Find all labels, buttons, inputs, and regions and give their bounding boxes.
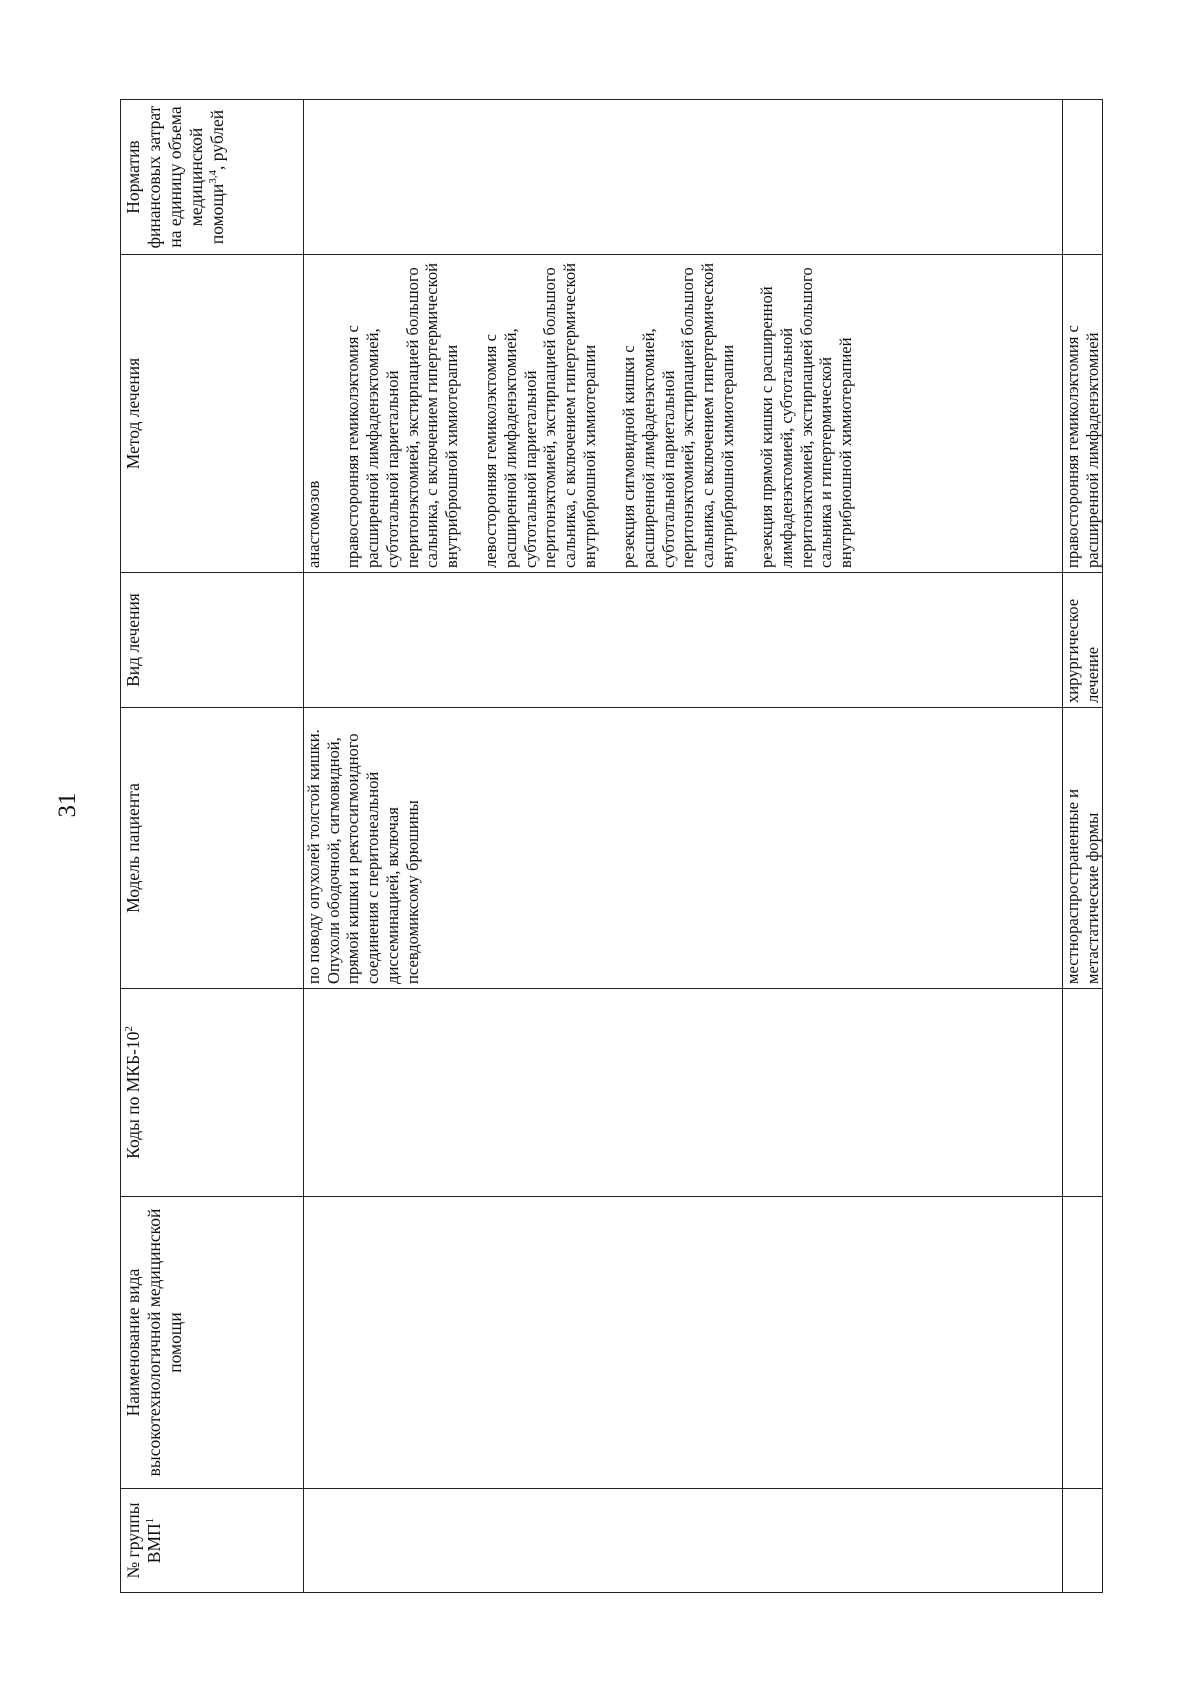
method-item: резекция сигмовидной кишки с расширенной лимфаденэктомией, субтотальной париетальной перитонэктомией, экстирпацией большого сальника, с включением гипертермической внутрибрюшной химиотерапии: [619, 262, 737, 568]
method-item: левосторонняя гемиколэктомия с расширенной лимфаденэктомией, субтотальной париетальной перитонэктомией, экстирпацией большого сальника, с включением гипертермической внутрибрюшной химиотерапии: [481, 262, 599, 568]
rotated-page: [120, 100, 1102, 1593]
page-number: 31: [54, 792, 81, 818]
cell-treatment-type: хирургическое лечение: [1063, 573, 1103, 708]
table-row: [1063, 100, 1103, 1593]
cell-group-no: [1063, 1489, 1103, 1593]
header-treatment-type: Вид лечения: [121, 573, 304, 708]
cell-codes: [1063, 989, 1103, 1197]
cell-norm: [1063, 100, 1103, 255]
method-item: резекция прямой кишки с расширенной лимфаденэктомией, субтотальной перитонэктомией, экстирпацией большого сальника и гипертермической внутрибрюшной химиотерапией: [757, 267, 855, 568]
header-patient-model: Модель пациента: [121, 708, 304, 989]
cell-codes: [304, 989, 1063, 1197]
cell-patient-model: местнораспространенные и метастатические формы: [1063, 708, 1103, 989]
cell-name: [304, 1197, 1063, 1489]
cell-treatment-method: правосторонняя гемиколэктомия с расширенной лимфаденэктомией: [1063, 255, 1103, 573]
header-norm: Норматив финансовых затрат на единицу объема медицинской помощи$^{3,4}$, рублей: [121, 100, 304, 255]
vmp-table: [120, 99, 1103, 1593]
method-item: правосторонняя гемиколэктомия с расширенной лимфаденэктомией, субтотальной париетальной перитонэктомией, экстирпацией большого сальника, с включением гипертермической внутрибрюшной химиотерапии: [343, 262, 461, 568]
cell-patient-model: по поводу опухолей толстой кишки. Опухоли ободочной, сигмовидной, прямой кишки и ректосигмоидного соединения с перитонеальной диссеминацией, включая псевдомиксому брюшины: [304, 708, 1063, 989]
cell-treatment-method: [304, 255, 1063, 573]
table-row: [304, 100, 1063, 1593]
method-item: анастомозов: [304, 480, 323, 568]
header-row: [121, 100, 304, 1593]
header-treatment-method: Метод лечения: [121, 255, 304, 573]
header-name: Наименование вида высокотехнологичной медицинской помощи: [121, 1197, 304, 1489]
cell-group-no: [304, 1489, 1063, 1593]
cell-treatment-type: [304, 573, 1063, 708]
header-codes: Коды по МКБ-$10^2$: [121, 989, 304, 1197]
cell-norm: [304, 100, 1063, 255]
cell-name: [1063, 1197, 1103, 1489]
header-group-no: № группы ВМП$^1$: [121, 1489, 304, 1593]
